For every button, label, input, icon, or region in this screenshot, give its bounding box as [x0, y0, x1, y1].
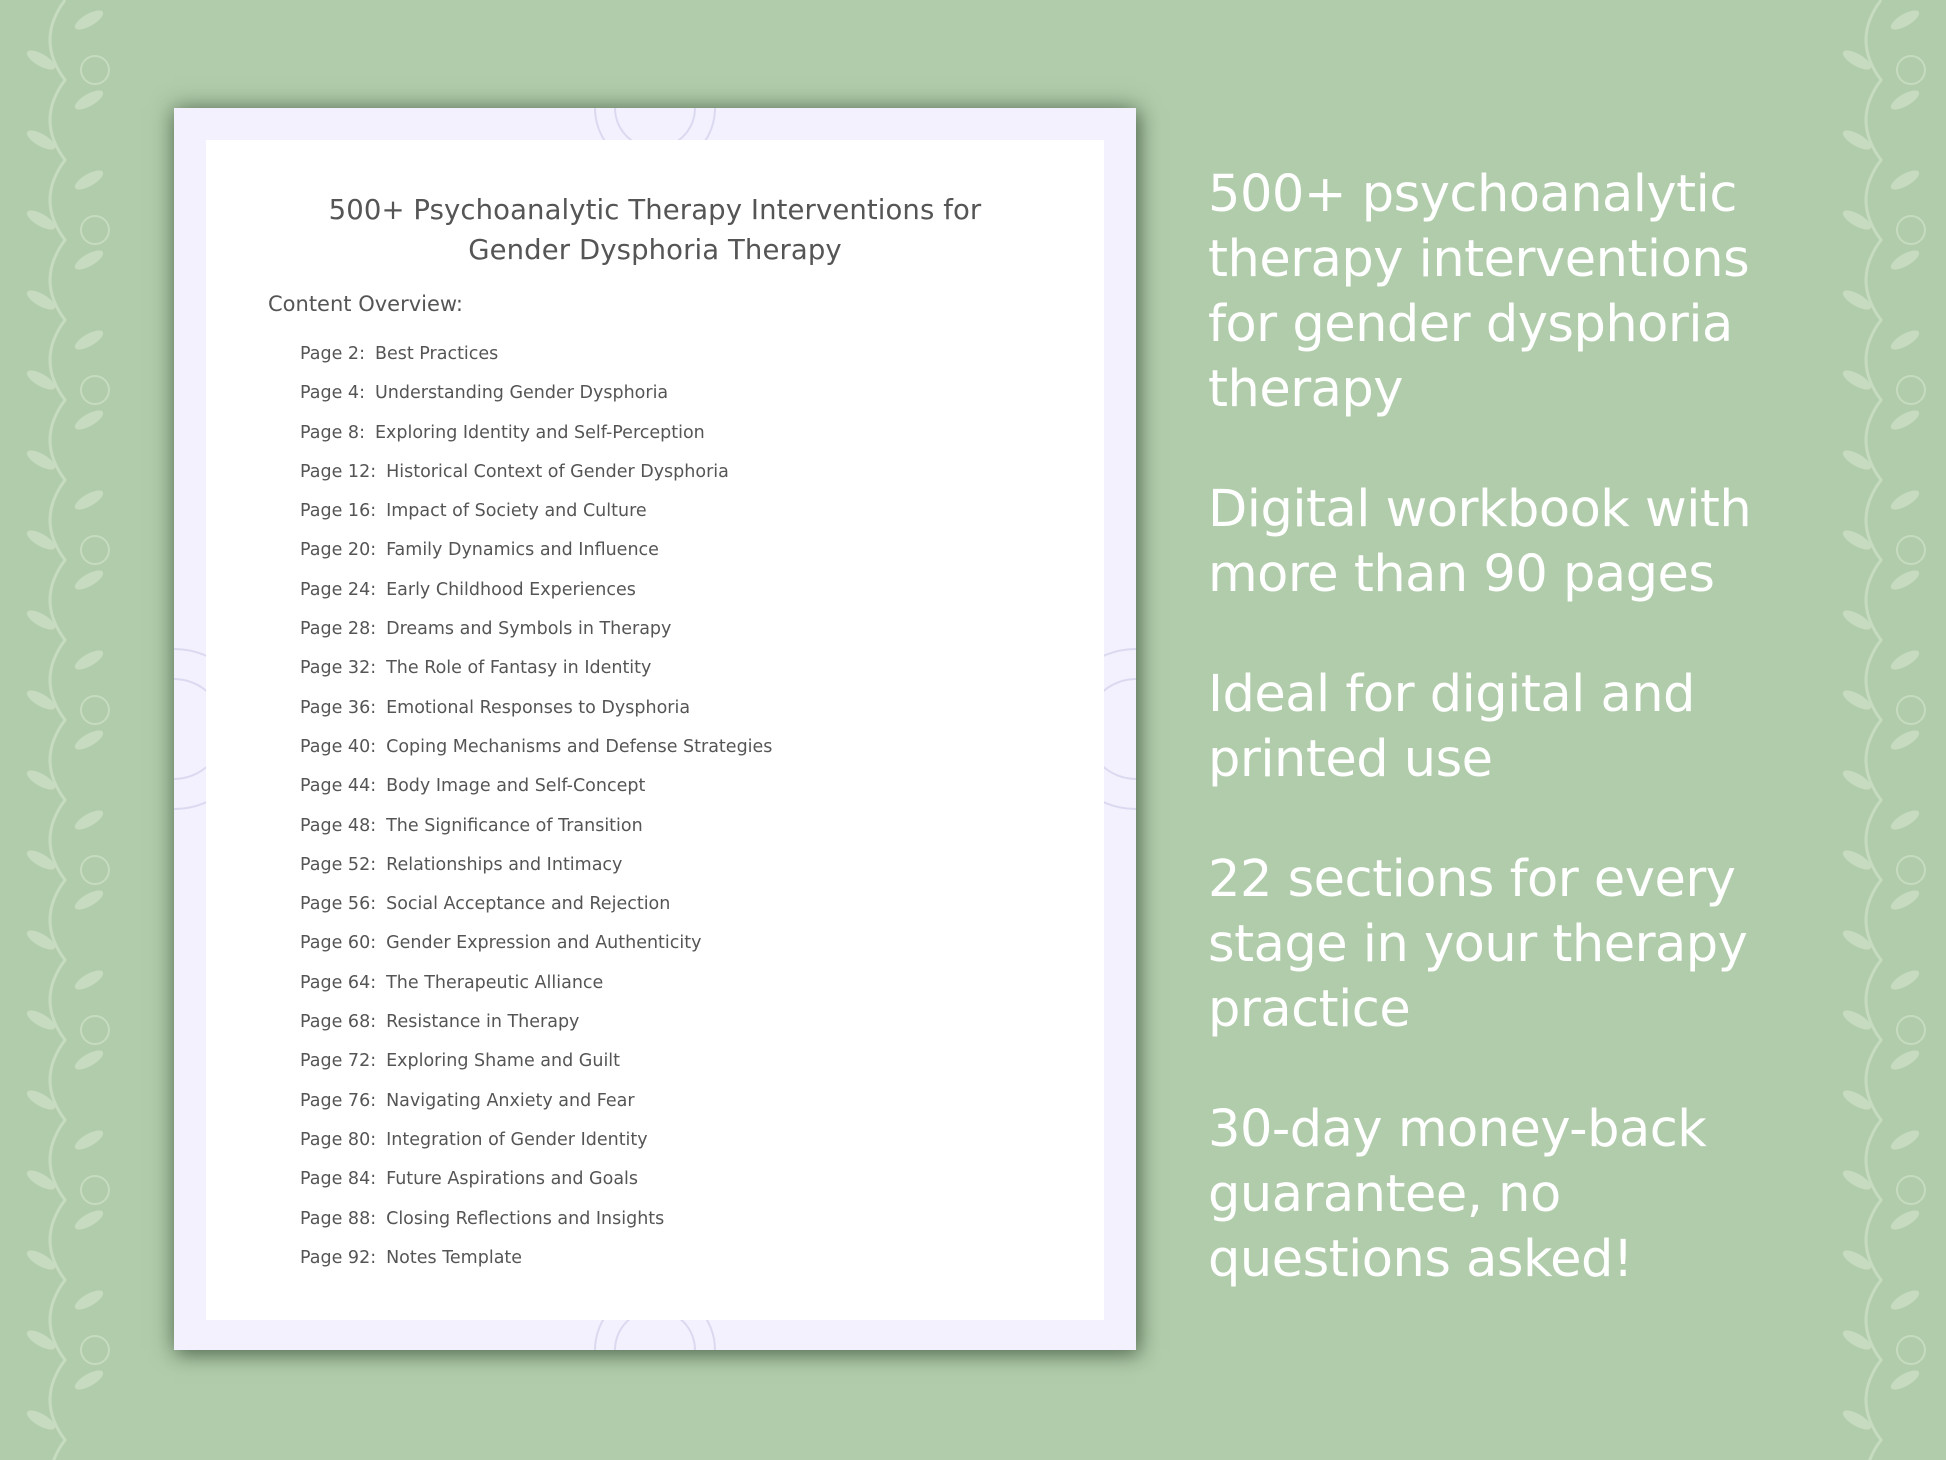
toc-label: Integration of Gender Identity	[386, 1129, 648, 1150]
feature-line: 22 sections for every	[1208, 850, 1736, 909]
feature-text	[1208, 162, 1888, 422]
toc-page-number: Page 76:	[300, 1090, 377, 1111]
feature-line: guarantee, no	[1208, 1165, 1561, 1224]
toc-label: Notes Template	[386, 1247, 523, 1268]
toc-item	[300, 932, 772, 971]
toc-label: Best Practices	[374, 344, 499, 364]
toc-page-number: Page 36:	[300, 697, 377, 718]
toc-item	[300, 461, 772, 500]
toc-item	[300, 1090, 772, 1129]
toc-page-number: Page 28:	[300, 619, 377, 640]
toc-page-number: Page 44:	[300, 776, 377, 797]
toc-item	[300, 1011, 772, 1050]
toc-label: Future Aspirations and Goals	[386, 1169, 639, 1190]
toc-label: Navigating Anxiety and Fear	[386, 1090, 635, 1111]
toc-item	[300, 893, 772, 932]
feature-text	[1208, 847, 1888, 1042]
toc-label: Understanding Gender Dysphoria	[374, 383, 669, 404]
toc-page-number: Page 32:	[300, 658, 377, 679]
toc-page-number: Page 60:	[300, 933, 377, 954]
workbook-page-preview	[174, 108, 1136, 1350]
feature-text	[1208, 477, 1888, 607]
toc-item	[300, 579, 772, 618]
toc-item	[300, 422, 772, 461]
toc-label: The Therapeutic Alliance	[386, 972, 604, 993]
toc-page-number: Page 48:	[300, 815, 377, 836]
floral-vine-left-icon	[0, 0, 130, 1460]
toc-label: Dreams and Symbols in Therapy	[386, 619, 672, 640]
toc-label: The Role of Fantasy in Identity	[386, 658, 652, 679]
toc-page-number: Page 88:	[300, 1208, 377, 1229]
toc-label: Family Dynamics and Influence	[386, 540, 659, 561]
toc-item	[300, 815, 772, 854]
document-title-line: 500+ Psychoanalytic Therapy Interventions for	[328, 194, 982, 226]
feature-line: Ideal for digital and	[1208, 665, 1695, 724]
toc-label: Closing Reflections and Insights	[386, 1208, 665, 1229]
toc-page-number: Page 80:	[300, 1129, 377, 1150]
feature-line: for gender dysphoria	[1208, 295, 1733, 354]
toc-page-number: Page 92:	[300, 1247, 377, 1268]
toc-item	[300, 657, 772, 696]
feature-line: practice	[1208, 980, 1411, 1039]
toc-page-number: Page 2:	[300, 344, 365, 364]
toc-page-number: Page 4:	[300, 383, 365, 404]
toc-item	[300, 736, 772, 775]
feature-list	[1208, 162, 1888, 1347]
workbook-page-content	[206, 140, 1104, 1320]
toc-label: Early Childhood Experiences	[386, 579, 636, 600]
toc-item	[300, 382, 772, 421]
toc-label: The Significance of Transition	[386, 815, 643, 836]
document-title-line: Gender Dysphoria Therapy	[468, 234, 842, 266]
toc-page-number: Page 72:	[300, 1051, 377, 1072]
toc-label: Relationships and Intimacy	[386, 854, 623, 875]
toc-item	[300, 618, 772, 657]
toc-page-number: Page 64:	[300, 972, 377, 993]
toc-label: Resistance in Therapy	[386, 1012, 580, 1033]
toc-item	[300, 343, 772, 382]
feature-line: more than 90 pages	[1208, 545, 1715, 604]
document-title	[206, 190, 1104, 270]
content-overview-heading: Content Overview:	[268, 292, 463, 316]
toc-label: Coping Mechanisms and Defense Strategies	[386, 736, 773, 757]
toc-page-number: Page 84:	[300, 1169, 377, 1190]
toc-item	[300, 854, 772, 893]
toc-item	[300, 1129, 772, 1168]
toc-label: Historical Context of Gender Dysphoria	[386, 461, 729, 482]
toc-label: Gender Expression and Authenticity	[386, 933, 702, 954]
feature-line: Digital workbook with	[1208, 480, 1752, 539]
feature-text	[1208, 662, 1888, 792]
toc-item	[300, 1208, 772, 1247]
feature-line: stage in your therapy	[1208, 915, 1748, 974]
toc-item	[300, 500, 772, 539]
toc-item	[300, 697, 772, 736]
toc-label: Social Acceptance and Rejection	[386, 894, 671, 915]
toc-label: Body Image and Self-Concept	[386, 776, 646, 797]
feature-line: printed use	[1208, 730, 1493, 789]
toc-label: Impact of Society and Culture	[386, 501, 647, 522]
feature-line: therapy	[1208, 360, 1403, 419]
toc-item	[300, 1050, 772, 1089]
toc-item	[300, 539, 772, 578]
toc-page-number: Page 56:	[300, 894, 377, 915]
toc-page-number: Page 68:	[300, 1012, 377, 1033]
toc-item	[300, 775, 772, 814]
feature-text	[1208, 1097, 1888, 1292]
feature-line: 500+ psychoanalytic	[1208, 165, 1737, 224]
toc-page-number: Page 20:	[300, 540, 377, 561]
toc-page-number: Page 12:	[300, 461, 377, 482]
table-of-contents	[300, 343, 772, 1286]
feature-line: therapy interventions	[1208, 230, 1750, 289]
toc-label: Exploring Shame and Guilt	[386, 1051, 621, 1072]
toc-label: Exploring Identity and Self-Perception	[374, 422, 705, 443]
feature-line: 30-day money-back	[1208, 1100, 1707, 1159]
toc-item	[300, 1247, 772, 1286]
feature-line: questions asked!	[1208, 1230, 1633, 1289]
toc-label: Emotional Responses to Dysphoria	[386, 697, 691, 718]
toc-page-number: Page 24:	[300, 579, 377, 600]
toc-page-number: Page 52:	[300, 854, 377, 875]
toc-page-number: Page 16:	[300, 501, 377, 522]
toc-item	[300, 1168, 772, 1207]
toc-page-number: Page 40:	[300, 736, 377, 757]
toc-item	[300, 972, 772, 1011]
toc-page-number: Page 8:	[300, 422, 365, 443]
